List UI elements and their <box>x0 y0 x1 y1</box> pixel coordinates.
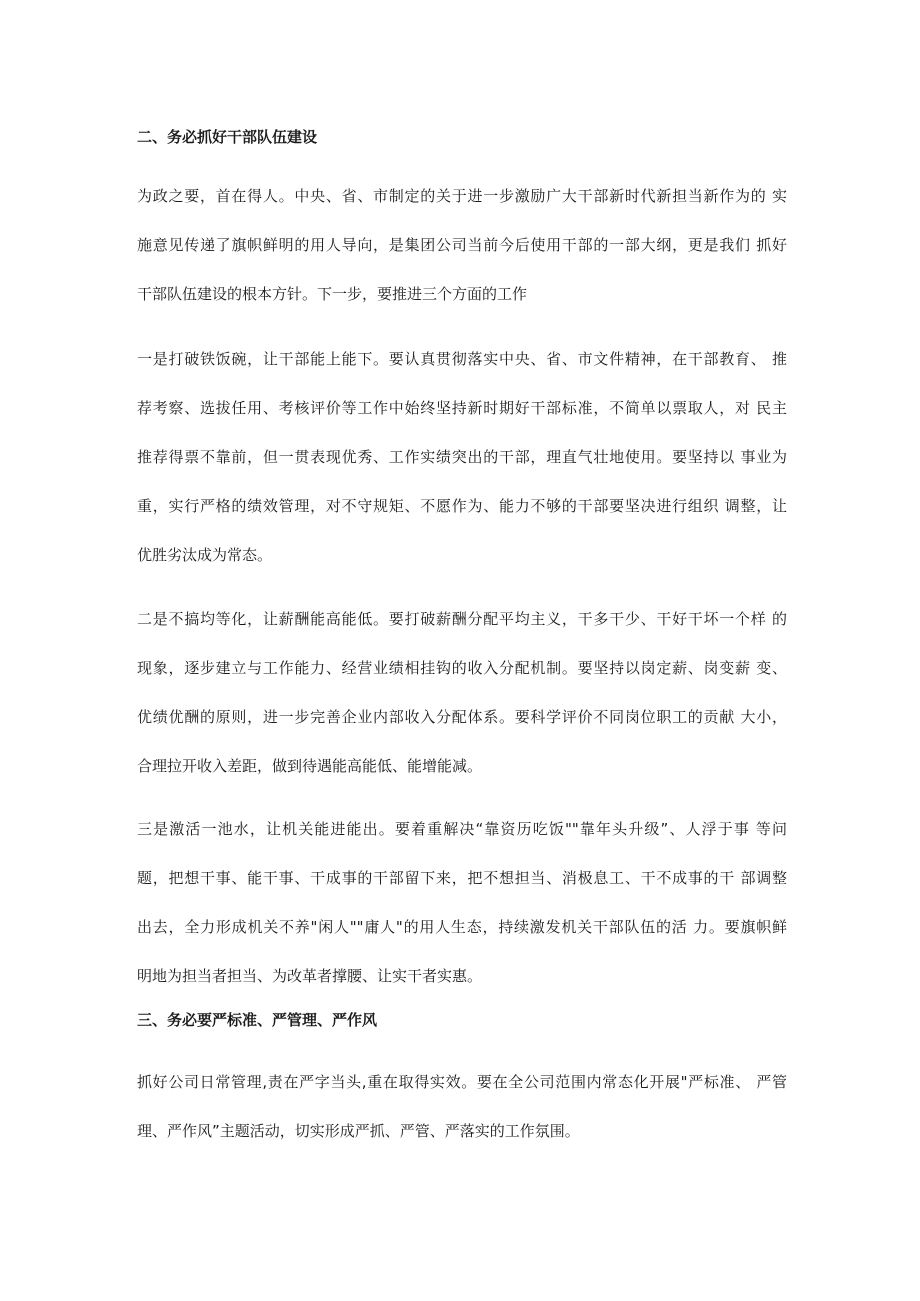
paragraph-line: 理、严作风”主题活动，切实形成严抓、严管、严落实的工作氛围。 <box>137 1122 580 1140</box>
paragraph-intro <box>137 172 787 319</box>
paragraph-line: 抓好公司日常管理,责在严字当头,重在取得实效。要在全公司范围内常态化开展"严标准、 严管 <box>137 1073 787 1091</box>
paragraph-point-three <box>137 805 787 1001</box>
paragraph-point-one <box>137 335 787 580</box>
paragraph-line: 为政之要，首在得人。中央、省、市制定的关于进一步激励广大干部新时代新担当新作为的 实 <box>137 187 787 205</box>
paragraph-line: 二是不搞均等化，让薪酬能高能低。要打破薪酬分配平均主义，干多干少、干好干坏一个样 的 <box>137 610 787 628</box>
paragraph-line: 明地为担当者担当、为改革者撑腰、让实干者实惠。 <box>137 967 483 985</box>
paragraph-line: 推荐得票不靠前，但一贯表现优秀、工作实绩突出的干部，理直气壮地使用。要坚持以 事业为 <box>137 448 787 466</box>
paragraph-line: 出去，全力形成机关不养"闲人""庸人"的用人生态，持续激发机关干部队伍的活 力。要旗帜鲜 <box>137 918 787 936</box>
paragraph-line: 干部队伍建设的根本方针。下一步，要推进三个方面的工作 <box>137 285 528 303</box>
paragraph-line: 三是激活一池水，让机关能进能出。要着重解决“靠资历吃饭""靠年头升级”、人浮于事 等问 <box>137 820 787 838</box>
paragraph-line: 一是打破铁饭碗，让干部能上能下。要认真贯彻落实中央、省、市文件精神，在干部教育、 推 <box>137 350 787 368</box>
section-heading-strict-standards: 三、务必要严标准、严管理、严作风 <box>137 1011 378 1029</box>
paragraph-line: 施意见传递了旗帜鲜明的用人导向，是集团公司当前今后使用干部的一部大纲，更是我们 抓好 <box>137 236 787 254</box>
paragraph-line: 荐考察、选拔任用、考核评价等工作中始终坚持新时期好干部标准，不简单以票取人，对 民主 <box>137 399 787 417</box>
paragraph-line: 重，实行严格的绩效管理，对不守规矩、不愿作为、能力不够的干部要坚决进行组织 调整，让 <box>137 497 787 515</box>
section-heading-cadre-building: 二、务必抓好干部队伍建设 <box>137 128 318 146</box>
paragraph-line: 优胜劣汰成为常态。 <box>137 546 273 564</box>
paragraph-point-two <box>137 595 787 791</box>
paragraph-line: 合理拉开收入差距，做到待遇能高能低、能增能减。 <box>137 757 483 775</box>
paragraph-line: 优绩优酬的原则，进一步完善企业内部收入分配体系。要科学评价不同岗位职工的贡献 大小， <box>137 708 787 726</box>
paragraph-line: 题，把想干事、能干事、干成事的干部留下来，把不想担当、消极息工、干不成事的干 部调整 <box>137 869 787 887</box>
paragraph-strict-management <box>137 1058 787 1156</box>
paragraph-line: 现象，逐步建立与工作能力、经营业绩相挂钩的收入分配机制。要坚持以岗定薪、岗变薪 变、 <box>137 659 787 677</box>
